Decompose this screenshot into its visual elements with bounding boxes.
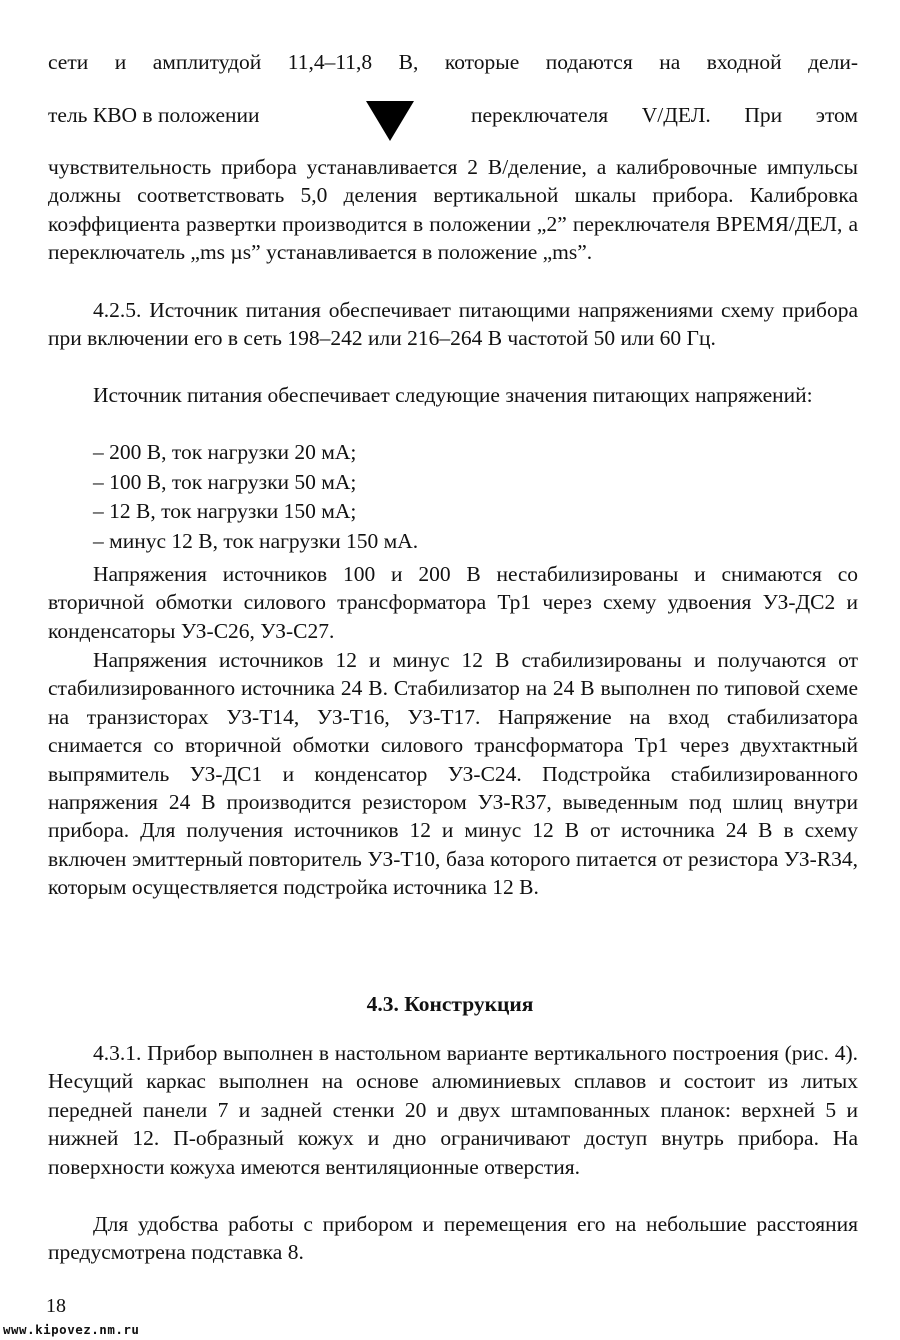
website-watermark: www.kipovez.nm.ru <box>3 1322 140 1337</box>
page-number: 18 <box>46 1295 66 1317</box>
paragraph-4-3-1: 4.3.1. Прибор выполнен в настольном варианте вертикального построения (рис. 4). Несущий каркас выполнен на основе алюминиевых сплавов и состоит из литых передней панели 7 и задней стенки 20 и двух штампованных планок: верхней 5 и нижней 12. П-образный кожух и дно ограничивают доступ внутрь прибора. На поверхности кожуха имеются вентиляционные отверстия. <box>48 1041 858 1179</box>
section-heading: 4.3. Конструкция <box>366 992 534 1016</box>
list-item: – 200 В, ток нагрузки 20 мА; <box>93 440 357 464</box>
text-line-2-right: переключателя V/ДЕЛ. При этом <box>471 103 858 127</box>
list-item: – минус 12 В, ток нагрузки 150 мА. <box>93 529 419 553</box>
paragraph-4-2-5: 4.2.5. Источник питания обеспечивает питающими напряжениями схему прибора при включении его в сеть 198–242 или 216–264 В частотой 50 или 60 Гц. <box>48 298 858 351</box>
text-line-1: сети и амплитудой 11,4–11,8 В, которые подаются на входной дели- <box>48 50 858 74</box>
paragraph-stand: Для удобства работы с прибором и перемещения его на небольшие расстояния предусмотрена подставка 8. <box>48 1212 858 1265</box>
paragraph-calibration: чувствительность прибора устанавливается 2 В/деление, а калибровочные импульсы должны соответствовать 5,0 деления вертикальной шкалы прибора. Калибровка коэффициента развертки производится в положении „2” переключателя ВРЕМЯ/ДЕЛ, а переключатель „ms µs” устанавливается в положение „ms”. <box>48 155 858 265</box>
down-triangle-icon <box>364 98 416 143</box>
text-line-2-left: тель КВО в положении <box>48 103 260 127</box>
list-item: – 100 В, ток нагрузки 50 мА; <box>93 470 357 494</box>
paragraph-stabilized: Напряжения источников 12 и минус 12 В стабилизированы и получаются от стабилизированного источника 24 В. Стабилизатор на 24 В выполнен по типовой схеме на транзисторах УЗ-Т14, УЗ-Т16, УЗ-Т17. Напряжение на вход стабилизатора снимается со вторичной обмотки силового трансформатора Тр1 через двухтактный выпрямитель УЗ-ДС1 и конденсатор УЗ-С24. Подстройка стабилизированного напряжения 24 В производится резистором УЗ-R37, выведенным под шлиц внутри прибора. Для получения источников 12 и минус 12 В от источника 24 В в схему включен эмиттерный повторитель УЗ-Т10, база которого питается от резистора УЗ-R34, которым осуществляется подстройка источника 12 В. <box>48 648 858 900</box>
paragraph-unstabilized: Напряжения источников 100 и 200 В нестабилизированы и снимаются со вторичной обмотки силового трансформатора Тр1 через схему удвоения УЗ-ДС2 и конденсаторы УЗ-С26, УЗ-С27. <box>48 562 858 643</box>
paragraph-power-source: Источник питания обеспечивает следующие значения питающих напряжений: <box>93 383 813 407</box>
list-item: – 12 В, ток нагрузки 150 мА; <box>93 499 357 523</box>
